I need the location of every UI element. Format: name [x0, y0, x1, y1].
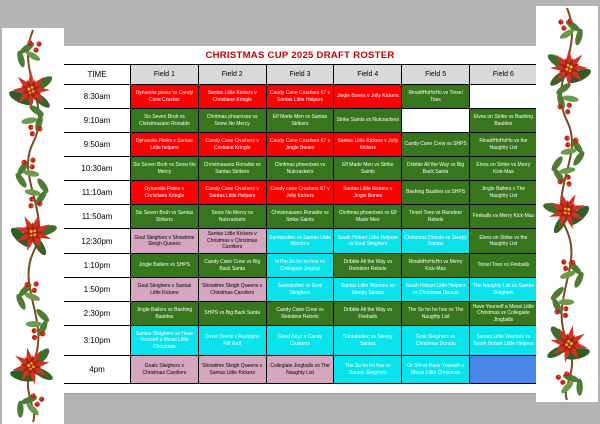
time-label: 4pm: [64, 356, 131, 384]
poinsettia-garland-icon: [536, 6, 598, 402]
poinsettia-garland-right: [536, 6, 598, 402]
roster-row: [64, 181, 538, 205]
roster-cell: Christmasano Ronaldo vs Strike Saints: [266, 205, 334, 229]
roster-cell: Santas Little Kickers v Jingle Bones: [334, 181, 402, 205]
roster-cell: Santas Little Kickers v Christmas v Christmas Carollers: [198, 229, 266, 254]
time-label: 10:30am: [64, 157, 131, 181]
roster-table: [63, 64, 538, 384]
roster-cell: Candy Cane Crushers v Santas Little Helpers: [198, 181, 266, 205]
roster-row: [64, 157, 538, 181]
time-label: 3:10pm: [64, 326, 131, 356]
roster-row: [64, 254, 538, 278]
roster-cell: Goal Sleighers v Santas Little Kickers: [131, 278, 199, 302]
roster-cell: Showtime Sleigh Queens v Christmas Carollers: [198, 278, 266, 302]
roster-cell: [402, 109, 470, 133]
roster-cell: Showtime Sleigh Queens v Santas Little Kickers: [198, 356, 266, 384]
roster-row: [64, 326, 538, 356]
roster-cell: Santas Little Kickers v Christiano Kringle: [198, 85, 266, 109]
roster-cell: Strike Saints vs Nutcrackers: [334, 109, 402, 133]
time-label: 1:10pm: [64, 254, 131, 278]
roster-cell: Santas Little Warriors vs South Hobart Little Helpers: [469, 326, 537, 356]
roster-cell: Candy Cane Crushers 67 v Santas Little Helpers: [266, 85, 334, 109]
roster-cell: Collegiate Jingballs vs The Naughty List: [266, 356, 334, 384]
roster-cell: The So ho ho hos vs Santas Sleighers: [334, 356, 402, 384]
roster-cell: Have Yourself a Messi Little Christmas vs Collegiate Jingballs: [469, 302, 537, 326]
page-title: CHRISTMAS CUP 2025 DRAFT ROSTER: [205, 50, 395, 61]
roster-cell: Goals Sleighers v Christmas Carollers: [131, 356, 199, 384]
roster-cell: Elf Made Men vs Strike Saints: [334, 157, 402, 181]
roster-cell: Candy Cane Crew vs Big Back Santa: [198, 254, 266, 278]
time-label: 11:50am: [64, 205, 131, 229]
roster-cell: Six Seven Bruh vs Santas Strikers: [131, 205, 199, 229]
roster-cell: Jingle Bones v Jolly Kickers: [334, 85, 402, 109]
time-label: 9:10am: [64, 109, 131, 133]
roster-cell: Goal Sleighers v Showtime Sleigh Queens: [131, 229, 199, 254]
roster-cell: Chritmas phoenixes vs Elf Made Men: [334, 205, 402, 229]
roster-cell: Jingle Ballers vs Bashing Baubles: [131, 302, 199, 326]
roster-cell: Candy Cane Crushers v Cristiano Kringle: [198, 133, 266, 157]
roster-cell: The Naughty List vs Santas Sleighers: [469, 278, 537, 302]
roster-cell: Elves on Strike vs the Naughty List: [469, 229, 537, 254]
time-label: 8:30am: [64, 85, 131, 109]
roster-cell: RinaldHoHoHo vs Merry Kick-Mas: [402, 254, 470, 278]
poinsettia-garland-icon: [2, 28, 64, 424]
roster-cell: The So ho ho hos vs The Naughty List: [402, 302, 470, 326]
roster-cell: SHPS vs Big Back Santa: [198, 302, 266, 326]
roster-cell: Dribble All the Way vs Fireballs: [334, 302, 402, 326]
roster-cell: Snow No Mercy vs Nutcrackers: [198, 205, 266, 229]
roster-cell: Six Seven Bruh vs Snow No Mercy: [131, 157, 199, 181]
time-label: 1:50pm: [64, 278, 131, 302]
field-column-header-4: Field 4: [334, 65, 402, 85]
time-label: 12:30pm: [64, 229, 131, 254]
time-label: 9:50am: [64, 133, 131, 157]
roster-cell: Dynamite pixies vs Candy Cane Crusher: [131, 85, 199, 109]
roster-cell: Christmas Donuts vs Sleepy Santas: [402, 229, 470, 254]
roster-row: [64, 85, 538, 109]
roster-cell: Dynamite Pixies v Christiano Kringle: [131, 181, 199, 205]
roster-cell: Chritmas phoenixes vs Snow No Mercy: [198, 109, 266, 133]
roster-cell: Dover Devils v Rudolphs Riff Raff: [198, 326, 266, 356]
roster-header: [64, 65, 538, 85]
roster-cell: Goal Sleighers vs Christmas Donuts: [402, 326, 470, 356]
roster-row: [64, 278, 538, 302]
field-column-header-6: Field 6: [469, 65, 537, 85]
roster-row: [64, 109, 538, 133]
roster-cell: Tinsel Toes vs Reindeer Rebels: [402, 205, 470, 229]
roster-cell: Christmasano Ronaldo vs Santas Strikers: [198, 157, 266, 181]
roster-cell: [469, 85, 537, 109]
roster-cell: Dynamite Pixies v Santas Little helpers: [131, 133, 199, 157]
field-column-header-2: Field 2: [198, 65, 266, 85]
roster-row: [64, 302, 538, 326]
roster-cell: Dribble All the Way vs Big Back Santa: [402, 157, 470, 181]
roster-cell: Santas Sleighers vs Have Yourself a Messi Little Christmas: [131, 326, 199, 356]
roster-cell: IsThe So ho ho hos vs Collegiate Jingbal: [266, 254, 334, 278]
roster-body: [64, 85, 538, 384]
roster-row: [64, 229, 538, 254]
field-column-header-5: Field 5: [402, 65, 470, 85]
roster-cell: RinaldHoHoHo vs the Naughty List: [469, 133, 537, 157]
roster-cell: Elves on Strike vs Merry Kick-Mas: [469, 157, 537, 181]
roster-cell: Santaboltec vs Goal Sleighers: [266, 278, 334, 302]
roster-cell: Gr 3/4 vs Have Yourself a Messi Little Christmas: [402, 356, 470, 384]
roster-cell: Candy Cane Crew vs Reindeer Rebels: [266, 302, 334, 326]
field-column-header-3: Field 3: [266, 65, 334, 85]
roster-cell: Santas Little Kickers v Jolly Kickers: [334, 133, 402, 157]
roster-cell: RinaldHoHoHo vs Tinsel Toes: [402, 85, 470, 109]
time-label: 2:30pm: [64, 302, 131, 326]
field-column-header-1: Field 1: [131, 65, 199, 85]
roster-cell: [469, 356, 537, 384]
roster-cell: Elves on Strike vs Bashing Baubles: [469, 109, 537, 133]
roster-row: [64, 205, 538, 229]
time-label: 11:10am: [64, 181, 131, 205]
roster-cell: Candy Cane Crew vs SHPS: [402, 133, 470, 157]
roster-cell: Fireballs vs Merry Kick-Mas: [469, 205, 537, 229]
roster-cell: Dribble All the Way vs Reindeer Rebels: [334, 254, 402, 278]
roster-cell: Six Seven Bruh vs Christmasano Ronaldo: [131, 109, 199, 133]
time-column-header: TIME: [64, 65, 131, 85]
roster-row: [64, 356, 538, 384]
roster-cell: Santaboltec vs Sleepy Santas: [334, 326, 402, 356]
roster-row: [64, 133, 538, 157]
roster-cell: Chritmas phoenixes vs Nutcrackers: [266, 157, 334, 181]
roster-cell: South Hobart Little Helpers vs Christmas Donuts: [402, 278, 470, 302]
roster-cell: Jingle Ballers v The Naughty List: [469, 181, 537, 205]
poinsettia-garland-left: [2, 28, 64, 424]
roster-cell: South Hobart Little Helpers vs Goal Sleighers: [334, 229, 402, 254]
roster-cell: Santaboltec vs Santas Little Warriors: [266, 229, 334, 254]
roster-cell: Candy cane Crushers 67 v Jolly Kickers: [266, 181, 334, 205]
roster-cell: Elf Made Men vs Santas Strikers: [266, 109, 334, 133]
roster-cell: Bashing Baubles vs SHPS: [402, 181, 470, 205]
roster-cell: Jingle Ballers vs SHPS: [131, 254, 199, 278]
roster-cell: Good Boyz v Candy Crushers: [266, 326, 334, 356]
roster-cell: Santas Little Warriors vs Sleepy Santas: [334, 278, 402, 302]
roster-cell: Candy Cane Crushers 67 v Jingle Bones: [266, 133, 334, 157]
roster-cell: Tinsel Toes vs Fireballs: [469, 254, 537, 278]
